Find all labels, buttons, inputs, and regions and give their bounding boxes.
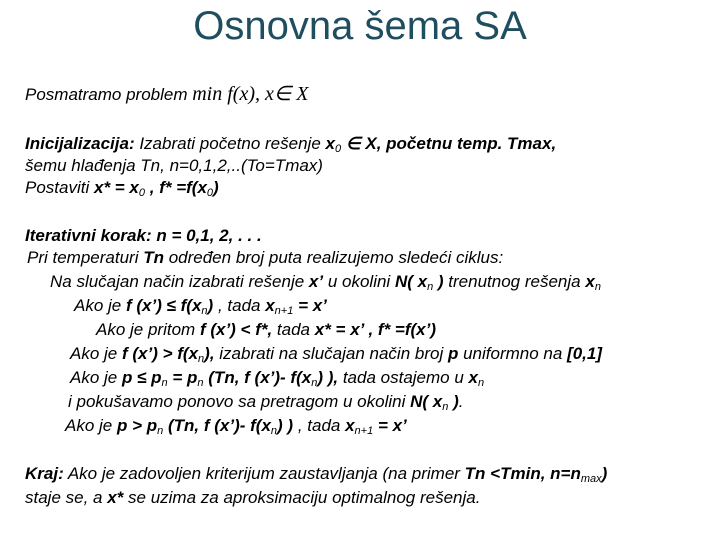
end-l1-c: <Tmin, n=n (485, 464, 581, 483)
iter-l1-b: Tn (143, 248, 164, 267)
iter-l7-c: ) (448, 392, 459, 411)
end-label: Kraj: (25, 464, 64, 483)
iter-l8-d: ) ) (277, 416, 294, 435)
init-line-2-text: šemu hlađenja Tn, n=0,1,2,..(To=Tmax) (25, 156, 323, 175)
intro-line (25, 84, 309, 105)
iter-l6-g: x (468, 368, 478, 387)
iter-line-4 (96, 320, 436, 340)
iter-l6-sub: n (161, 377, 168, 389)
iter-line-8 (65, 416, 407, 436)
iter-l3-d: , tada (213, 296, 266, 315)
init-fstar: f* =f(x (159, 178, 207, 197)
iter-l1-a: Pri temperaturi (27, 248, 144, 267)
iter-line-7 (68, 392, 463, 412)
iter-l2-e: ) (433, 272, 444, 291)
iter-l2-f: trenutnog rešenja (443, 272, 586, 291)
iter-l3-sub2: n+1 (274, 305, 294, 317)
iter-l2-c: u okolini (323, 272, 395, 291)
init-x0-sub: 0 (334, 143, 342, 155)
iter-l5-e: p (447, 344, 459, 363)
iter-l1-c: određen broj puta realizujemo sledeći ciklus: (163, 248, 504, 267)
iter-l4-a: Ako je pritom (96, 320, 200, 339)
iter-l3-a: Ako je (74, 296, 126, 315)
init-line-1 (25, 134, 556, 154)
init-fstar-sub: 0 (206, 187, 214, 199)
iter-l8-c: (Tn, f (x’)- f(x (163, 416, 271, 435)
iter-l5-f: uniformno na (458, 344, 568, 363)
iter-l4-b: f (x’) < f*, (199, 320, 273, 339)
iter-l8-g: = x’ (373, 416, 407, 435)
iter-l5-c: ), (204, 344, 215, 363)
end-l1-b: Tn (464, 464, 486, 483)
iter-l2-sub2: n (594, 281, 601, 293)
iter-l6-sub3: n (311, 377, 318, 389)
init-fstar-close: ) (213, 178, 219, 197)
init-xstar: x* = x (93, 178, 139, 197)
init-label: Inicijalizacija: (25, 134, 135, 153)
iter-l6-b: p ≤ p (121, 368, 162, 387)
intro-prefix: Posmatramo problem (25, 85, 193, 104)
init-line-3 (25, 178, 219, 198)
end-l1-a: Ako je zadovoljen kriterijum zaustavljanja (na primer (63, 464, 465, 483)
iter-l8-sub3: n+1 (354, 425, 374, 437)
iter-l8-e: , tada (293, 416, 346, 435)
iter-l6-a: Ako je (70, 368, 122, 387)
iter-label: Iterativni korak: (25, 226, 152, 245)
intro-formula: min f(x), x∈ X (192, 83, 309, 105)
iter-l8-sub2: n (270, 425, 278, 437)
init-line-2 (25, 156, 323, 176)
iter-l7-d: . (458, 392, 464, 411)
iter-l5-sub: n (198, 353, 205, 365)
iter-line-6 (70, 368, 484, 388)
iter-l8-f: x (345, 416, 355, 435)
end-line-2 (25, 488, 480, 508)
iter-l8-sub: n (157, 425, 164, 437)
iter-l6-e: ) ), (317, 368, 339, 387)
end-l2-a: staje se, a (25, 488, 108, 507)
iter-line-1 (27, 248, 503, 268)
iter-l7-b: N( x (410, 392, 443, 411)
iter-range: n = 0,1, 2, . . . (151, 226, 262, 245)
iter-l3-f: = x’ (293, 296, 327, 315)
init-sep: , (145, 178, 160, 197)
iter-l5-d: izabrati na slučajan način broj (214, 344, 448, 363)
page-title: Osnovna šema SA (193, 4, 527, 48)
init-xstar-sub: 0 (138, 187, 146, 199)
iter-l6-f: tada ostajemo u (338, 368, 469, 387)
iter-l6-d: (Tn, f (x’)- f(x (203, 368, 312, 387)
iter-l5-b: f (x’) > f(x (121, 344, 199, 363)
end-line-1 (25, 464, 607, 484)
iter-l4-c: tada (272, 320, 315, 339)
iter-line-5 (70, 344, 602, 364)
init-rest: ∈ X, početnu temp. Tmax, (341, 134, 557, 153)
iter-l3-b: f (x’) ≤ f(x (125, 296, 202, 315)
iter-l6-sub4: n (478, 377, 485, 389)
iter-l5-a: Ako je (70, 344, 122, 363)
init-x0: x (325, 134, 335, 153)
iter-l4-d: x* = x’ , f* =f(x’) (314, 320, 436, 339)
iter-l8-b: p > p (116, 416, 158, 435)
iter-l8-a: Ako je (65, 416, 117, 435)
end-l2-b: x* (107, 488, 124, 507)
iter-l5-g: [0,1] (567, 344, 603, 363)
iter-l2-a: Na slučajan način izabrati rešenje (50, 272, 309, 291)
init-set-label: Postaviti (25, 178, 94, 197)
iter-l6-c: = p (167, 368, 198, 387)
iter-l3-sub: n (201, 305, 208, 317)
iter-heading (25, 226, 262, 246)
iter-l7-a: i pokušavamo ponovo sa pretragom u okolini (68, 392, 411, 411)
iter-l2-g: x (585, 272, 595, 291)
end-l2-c: se uzima za aproksimaciju optimalnog rešenja. (123, 488, 481, 507)
iter-l3-c: ) (207, 296, 214, 315)
iter-l2-d: N( x (394, 272, 428, 291)
iter-l7-sub: n (442, 401, 449, 413)
init-text: Izabrati početno rešenje (134, 134, 326, 153)
end-l1-sub: max (580, 473, 602, 485)
end-l1-d: ) (601, 464, 608, 483)
iter-l3-e: x (265, 296, 275, 315)
iter-line-3 (74, 296, 327, 316)
iter-l6-sub2: n (197, 377, 204, 389)
iter-l2-sub: n (427, 281, 434, 293)
iter-line-2 (50, 272, 601, 292)
iter-l2-b: x’ (308, 272, 324, 291)
